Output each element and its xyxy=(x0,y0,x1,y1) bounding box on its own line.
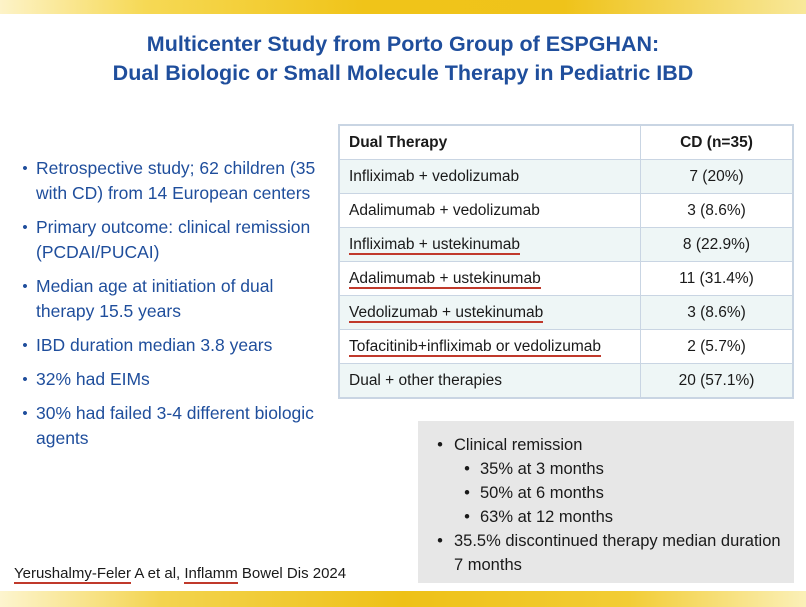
top-accent-bar xyxy=(0,0,806,14)
citation-author: Yerushalmy-Feler xyxy=(14,565,131,582)
bullet-icon: • xyxy=(437,532,443,550)
bottom-accent-bar xyxy=(0,591,806,607)
list-item xyxy=(14,401,334,451)
bullet-icon: • xyxy=(464,508,470,526)
cell-value: 20 (57.1%) xyxy=(641,364,793,398)
list-item xyxy=(14,274,334,324)
bullet-icon: • xyxy=(464,460,470,478)
cell-value: 11 (31.4%) xyxy=(641,262,793,296)
bullet-icon: • xyxy=(22,405,28,422)
cell-value: 8 (22.9%) xyxy=(641,228,793,262)
citation-middle: A et al, xyxy=(131,565,185,582)
column-header-cd: CD (n=35) xyxy=(641,126,793,160)
summary-main-label: Clinical remission xyxy=(454,436,583,454)
table-row xyxy=(340,364,793,398)
summary-sub-item xyxy=(426,505,784,529)
cell-therapy xyxy=(340,228,641,262)
cell-therapy: Infliximab + vedolizumab xyxy=(340,160,641,194)
cell-value: 2 (5.7%) xyxy=(641,330,793,364)
summary-sub-label: 63% at 12 months xyxy=(480,508,613,526)
list-item xyxy=(14,367,334,392)
bullet-list xyxy=(14,156,334,460)
summary-sub-label: 50% at 6 months xyxy=(480,484,604,502)
cell-therapy: Dual + other therapies xyxy=(340,364,641,398)
dual-therapy-table xyxy=(338,124,794,399)
table-row xyxy=(340,194,793,228)
cell-therapy-text: Tofacitinib+infliximab or vedolizumab xyxy=(349,337,601,355)
table-row xyxy=(340,160,793,194)
bullet-icon: • xyxy=(22,371,28,388)
list-item xyxy=(14,333,334,358)
list-item-label: Primary outcome: clinical remission (PCDAI/PUCAI) xyxy=(36,217,311,262)
table-row xyxy=(340,330,793,364)
table-row xyxy=(340,296,793,330)
cell-value: 3 (8.6%) xyxy=(641,194,793,228)
list-item xyxy=(14,156,334,206)
summary-main-label: 35.5% discontinued therapy median duration 7 months xyxy=(454,532,781,574)
summary-sub-item xyxy=(426,481,784,505)
bullet-icon: • xyxy=(22,219,28,236)
bullet-icon: • xyxy=(22,337,28,354)
list-item-label: 30% had failed 3-4 different biologic agents xyxy=(36,403,314,448)
cell-therapy xyxy=(340,262,641,296)
list-item-label: Median age at initiation of dual therapy 15.5 years xyxy=(36,276,274,321)
cell-value: 3 (8.6%) xyxy=(641,296,793,330)
bullet-icon: • xyxy=(22,160,28,177)
table-row xyxy=(340,228,793,262)
bullet-icon: • xyxy=(464,484,470,502)
summary-sub-label: 35% at 3 months xyxy=(480,460,604,478)
summary-main-item xyxy=(426,433,784,457)
cell-value: 7 (20%) xyxy=(641,160,793,194)
citation xyxy=(14,565,346,582)
title-line-2: Dual Biologic or Small Molecule Therapy in Pediatric IBD xyxy=(112,61,694,85)
cell-therapy-text: Adalimumab + ustekinumab xyxy=(349,269,541,287)
table-row xyxy=(340,262,793,296)
column-header-therapy: Dual Therapy xyxy=(340,126,641,160)
page-title xyxy=(0,30,806,88)
cell-therapy: Adalimumab + vedolizumab xyxy=(340,194,641,228)
list-item xyxy=(14,215,334,265)
table-header-row xyxy=(340,126,793,160)
cell-therapy xyxy=(340,296,641,330)
citation-end: Bowel Dis 2024 xyxy=(237,565,347,582)
cell-therapy xyxy=(340,330,641,364)
summary-box xyxy=(418,421,794,583)
bullet-icon: • xyxy=(22,278,28,295)
list-item-label: IBD duration median 3.8 years xyxy=(36,335,273,355)
cell-therapy-text: Vedolizumab + ustekinumab xyxy=(349,303,544,321)
list-item-label: 32% had EIMs xyxy=(36,369,150,389)
list-item-label: Retrospective study; 62 children (35 with CD) from 14 European centers xyxy=(36,158,316,203)
bullet-icon: • xyxy=(437,436,443,454)
summary-main-item xyxy=(426,529,784,577)
title-line-1: Multicenter Study from Porto Group of ESPGHAN: xyxy=(146,32,660,56)
citation-journal: Inflamm xyxy=(184,565,238,582)
summary-sub-item xyxy=(426,457,784,481)
cell-therapy-text: Infliximab + ustekinumab xyxy=(349,235,521,253)
